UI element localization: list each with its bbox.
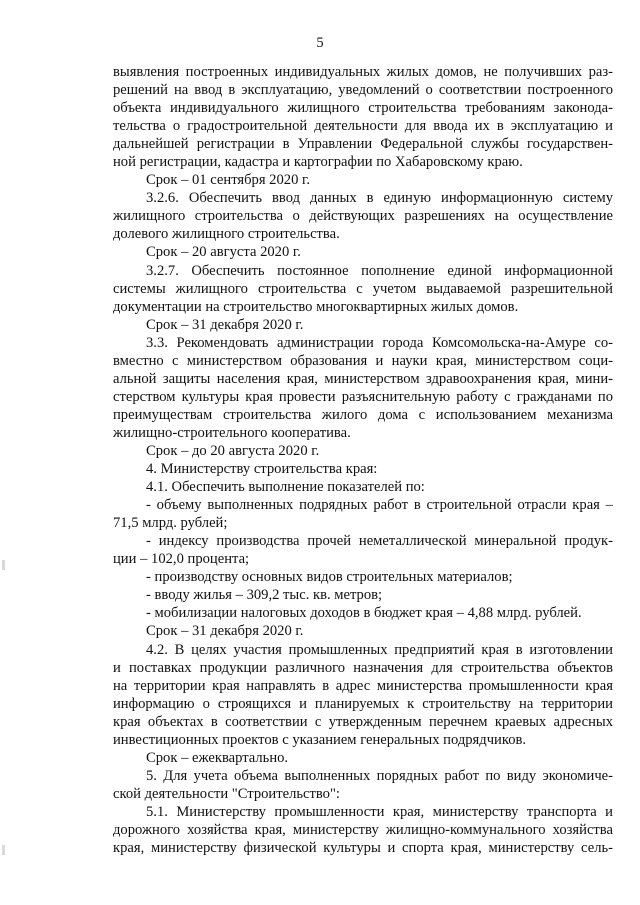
text-line: - объему выполненных подрядных работ в строительной отрасли края – bbox=[146, 497, 613, 514]
text-line: инвестиционных проектов с указанием генеральных подрядчиков. bbox=[113, 731, 527, 748]
text-line: края, министерству физической культуры и спорта края, министерству сель- bbox=[113, 840, 613, 857]
text-line: решений на ввод в эксплуатацию, уведомлений о соответствии построенного bbox=[113, 82, 613, 99]
text-line: объекта индивидуального жилищного строительства требованиям законода- bbox=[113, 100, 613, 117]
text-line: - производству основных видов строительных материалов; bbox=[146, 569, 513, 586]
text-line: вместно с министерством образования и науки края, министерством соци- bbox=[113, 352, 613, 369]
text-line: ной регистрации, кадастра и картографии по Хабаровскому краю. bbox=[113, 154, 523, 171]
text-line: ции – 102,0 процента; bbox=[113, 551, 250, 568]
text-line: Срок – 20 августа 2020 г. bbox=[146, 244, 301, 261]
text-line: альной защиты населения края, министерством здравоохранения края, мини- bbox=[113, 370, 613, 387]
text-line: - мобилизации налоговых доходов в бюджет края – 4,88 млрд. рублей. bbox=[146, 605, 582, 622]
scan-edge-mark bbox=[2, 845, 5, 855]
text-line: 5.1. Министерству промышленности края, министерству транспорта и bbox=[146, 803, 613, 820]
text-line: дорожного хозяйства края, министерству жилищно-коммунального хозяйства bbox=[113, 821, 613, 838]
text-line: 4.1. Обеспечить выполнение показателей по: bbox=[146, 479, 425, 496]
text-line: преимуществам строительства жилого дома с использованием механизма bbox=[113, 406, 613, 423]
text-line: 5. Для учета объема выполненных порядных работ по виду экономиче- bbox=[146, 767, 613, 784]
text-line: информацию о строящихся и планируемых к строительству на территории bbox=[113, 695, 613, 712]
text-line: 4. Министерству строительства края: bbox=[146, 461, 378, 478]
text-line: края объектах в соответствии с утвержденным перечнем краевых адресных bbox=[113, 713, 613, 730]
text-line: 3.2.7. Обеспечить постоянное пополнение единой информационной bbox=[146, 262, 613, 279]
page-number: 5 bbox=[316, 35, 324, 51]
text-line: ской деятельности "Строительство": bbox=[113, 785, 340, 802]
text-line: Срок – 31 декабря 2020 г. bbox=[146, 316, 304, 333]
text-line: - индексу производства прочей неметаллической минеральной продук- bbox=[146, 533, 613, 550]
text-line: Срок – до 20 августа 2020 г. bbox=[146, 442, 320, 459]
text-line: Срок – 01 сентября 2020 г. bbox=[146, 172, 311, 189]
text-line: Срок – ежеквартально. bbox=[146, 749, 289, 766]
text-line: документации на строительство многоквартирных жилых домов. bbox=[113, 298, 519, 315]
text-line: 3.3. Рекомендовать администрации города Комсомольска-на-Амуре со- bbox=[146, 334, 613, 351]
text-line: жилищно-строительного кооператива. bbox=[113, 424, 351, 441]
text-line: дальнейшей регистрации в Управлении Федеральной службы государствен- bbox=[113, 136, 613, 153]
text-line: долевого жилищного строительства. bbox=[113, 226, 340, 243]
text-line: Срок – 31 декабря 2020 г. bbox=[146, 623, 304, 640]
text-line: - вводу жилья – 309,2 тыс. кв. метров; bbox=[146, 587, 383, 604]
text-line: и поставках продукции различного назначения для строительства объектов bbox=[113, 659, 613, 676]
text-line: 71,5 млрд. рублей; bbox=[113, 515, 228, 532]
text-line: тельства о градостроительной деятельности для ввода их в эксплуатацию и bbox=[113, 118, 613, 135]
text-line: 4.2. В целях участия промышленных предприятий края в изготовлении bbox=[146, 641, 613, 658]
text-line: системы жилищного строительства с учетом выдаваемой разрешительной bbox=[113, 280, 613, 297]
text-line: жилищного строительства о действующих разрешениях на осуществление bbox=[113, 208, 613, 225]
body-text bbox=[113, 63, 613, 857]
text-line: стерством культуры края провести разъяснительную работу с гражданами по bbox=[113, 388, 613, 405]
scan-edge-mark bbox=[2, 560, 5, 570]
text-line: 3.2.6. Обеспечить ввод данных в единую информационную систему bbox=[146, 190, 613, 207]
text-line: выявления построенных индивидуальных жилых домов, не получивших раз- bbox=[113, 64, 613, 80]
text-line: на территории края направлять в адрес министерства промышленности края bbox=[113, 677, 613, 694]
